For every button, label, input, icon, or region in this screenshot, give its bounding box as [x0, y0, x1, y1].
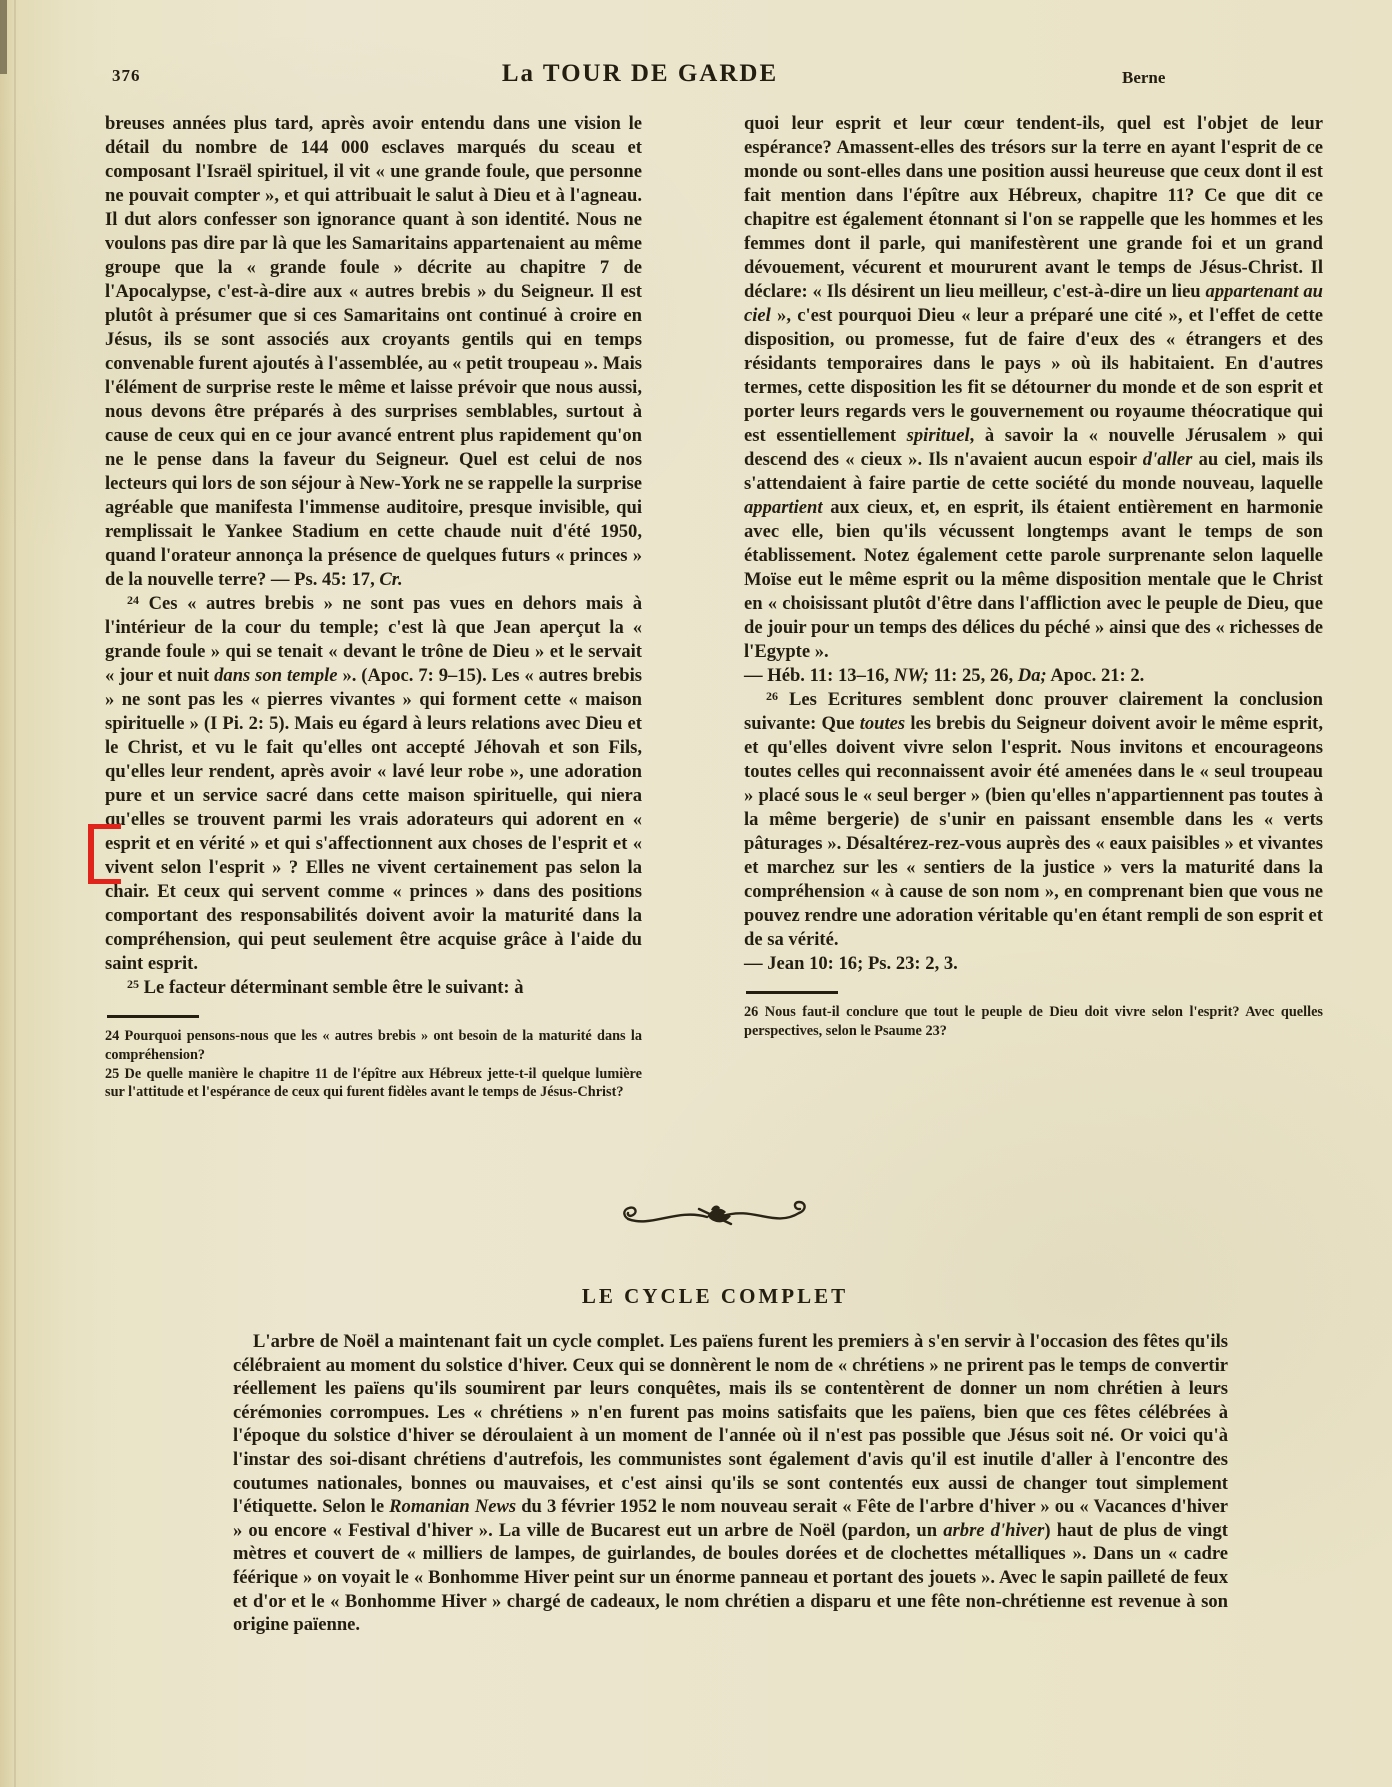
section-title: LE CYCLE COMPLET [581, 1284, 849, 1308]
paragraph-26: $^{26}$ Les Ecritures semblent donc prouver clairement la conclusion suivante: Que toutes les brebis du Seigneur doivent avoir le même esprit, et qu'elles doivent vivre selon l'esprit. Nous invitons et encourageons toutes celles qui reconnaissent avoir été amenées dans le « seul troupeau » placé sous le « seul berger » (bien qu'elles n'appartiennent pas toutes à la même bergerie) de s'unir en paissant ensemble dans les « verts pâturages ». Désaltérez-rez-vous auprès des « eaux paisibles » et vivantes et marchez sur les « sentiers de la justice » vers la maturité dans la compréhension « à cause de son nom », en comprenant bien que vous ne pouvez rendre une adoration véritable qu'en étant rempli de son esprit et de sa vérité. [744, 689, 1323, 950]
page-title: La TOUR DE GARDE [501, 60, 779, 87]
scripture-reference-1: — Héb. 11: 13–16, NW; 11: 25, 26, Da; Apoc. 21: 2. [744, 665, 1145, 686]
paragraph-24: $^{24}$ Ces « autres brebis » ne sont pas vues en dehors mais à l'intérieur de la cour du temple; c'est là que Jean aperçut la « grande foule » qui se tenait « devant le trône de Dieu » et le servait « jour et nuit dans son temple ». (Apoc. 7: 9–15). Les « autres brebis » ne sont pas les « pierres vivantes » qui forment cette « maison spirituelle » (I Pi. 2: 5). Mais eu égard à leurs relations avec Dieu et le Christ, et vu le fait qu'elles ont accepté Jéhovah et son Fils, qu'elles leur rendent, après avoir « lavé leur robe », une adoration pure et un service sacré dans cette maison spirituelle, qui niera qu'elles se trouvent parmi les vrais adorateurs qui adorent en « esprit et en vérité » et qui s'affectionnent aux choses de l'esprit et « vivent selon l'esprit » ? Elles ne vivent certainement pas selon la chair. Et ceux qui servent comme « princes » dans des positions comportant des responsabilités doivent avoir la maturité dans la compréhension, qui peut seulement être acquise grâce à l'aide du saint esprit. [105, 593, 642, 974]
section-paragraph: L'arbre de Noël a maintenant fait un cycle complet. Les païens furent les premiers à s'en servir à l'occasion des fêtes qu'ils célébraient au moment du solstice d'hiver. Ceux qui se donnèrent le nom de « chrétiens » ne prirent pas le temps de convertir réellement les païens qu'ils soumirent par leurs conquêtes, mais ils se contentèrent de donner un nom chrétien à leurs cérémonies corrompues. Les « chrétiens » n'en furent pas moins satisfaits que les païens, bien que ces fêtes célébrées à l'époque du solstice d'hiver se déroulaient à un moment de l'année où il n'est pas possible que Jésus soit né. Or voici qu'à l'instar des soi-disant chrétiens d'autrefois, les communistes sont également d'avis qu'il est inutile d'aller à l'encontre des coutumes nationales, bonnes ou mauvaises, et c'est ainsi qu'ils se sont contentés eux aussi de changer tout simplement l'étiquette. Selon le Romanian News du 3 février 1952 le nom nouveau serait « Fête de l'arbre d'hiver » ou « Vacances d'hiver » ou encore « Festival d'hiver ». La ville de Bucarest eut un arbre de Noël (pardon, un arbre d'hiver) haut de plus de vingt mètres et couvert de « milliers de lampes, de guirlandes, de boules dorées et de clochettes métalliques ». Dans un « cadre féérique » on voyait le « Bonhomme Hiver peint sur un énorme panneau et portant des jouets ». Avec le sapin pailleté de feux et d'or et le « Bonhomme Hiver » chargé de cadeaux, le nom chrétien a disparu et une fête non-chrétienne est revenue à son origine païenne. [233, 1331, 1229, 1636]
footnote-25: 25 De quelle manière le chapitre 11 de l'épître aux Hébreux jette-t-il quelque lumière sur l'attitude et l'espérance de ceux qui furent fidèles avant le temps de Jésus-Christ? [105, 1065, 642, 1101]
left-column [105, 112, 642, 1102]
scripture-reference-2: — Jean 10: 16; Ps. 23: 2, 3. [744, 953, 958, 974]
edition-label: Berne [1122, 68, 1166, 87]
footnote-rule-right [746, 991, 838, 994]
paragraph-25: $^{25}$ Le facteur déterminant semble être le suivant: à [127, 977, 524, 998]
footnote-rule-left [107, 1015, 199, 1018]
margin-red-bracket-annotation [88, 824, 121, 884]
divider-ornament [615, 1196, 815, 1243]
scan-edge-artifact [0, 0, 7, 74]
paragraph-continuation-right: quoi leur esprit et leur cœur tendent-ils, quel est l'objet de leur espérance? Amassent-elles des trésors sur la terre en ayant l'esprit de ce monde ou sont-elles dans une position aussi heureuse que ceux dont il est fait mention dans l'épître aux Hébreux, chapitre 11? Ce que dit ce chapitre est également étonnant si l'on se rappelle que les hommes et les femmes dont il parle, qui manifestèrent une grande foi et un grand dévouement, vécurent et moururent avant le temps de Jésus-Christ. Il déclare: « Ils désirent un lieu meilleur, c'est-à-dire un lieu appartenant au ciel », c'est pourquoi Dieu « leur a préparé une cité », et l'effet de cette disposition, ou promesse, fut de faire d'eux des « étrangers et des résidants temporaires dans le pays » où ils habitaient. En d'autres termes, cette disposition les fit se détourner du monde et de son esprit et porter leurs regards vers le gouvernement ou royaume théocratique qui est essentiellement spirituel, à savoir la « nouvelle Jérusalem » qui descend des « cieux ». Ils n'avaient aucun espoir d'aller au ciel, mais ils s'attendaient à faire partie de cette société du monde nouveau, laquelle appartient aux cieux, et, en esprit, ils étaient entièrement en harmonie avec elle, bien qu'ils vécussent longtemps avant le temps de son établissement. Notez également cette parole surprenante selon laquelle Moïse eut le même esprit ou la même disposition mentale que le Christ en « choisissant plutôt d'être dans l'affliction avec le peuple de Dieu, que de jouir pour un temps des délices du péché » ainsi que des « richesses de l'Egypte ». [744, 113, 1323, 662]
page-fold-line [14, 0, 16, 1787]
page-number: 376 [112, 66, 141, 85]
flourish-icon [615, 1196, 815, 1238]
footnote-26: 26 Nous faut-il conclure que tout le peuple de Dieu doit vivre selon l'esprit? Avec quelles perspectives, selon le Psaume 23? [744, 1004, 1323, 1039]
paragraph-continuation-left: breuses années plus tard, après avoir entendu dans une vision le détail du nombre de 144 000 esclaves marqués du sceau et composant l'Israël spirituel, il vit « une grande foule, que personne ne pouvait compter », et qui attribuait le salut à Dieu et à l'agneau. Il dut alors confesser son ignorance quant à son identité. Nous ne voulons pas dire par là que les Samaritains appartenaient au même groupe que la « grande foule » décrite au chapitre 7 de l'Apocalypse, c'est-à-dire aux « autres brebis » du Seigneur. Il est plutôt à présumer que si ces Samaritains ont continué à croire en Jésus, ils se sont associés aux croyants gentils qui en temps convenable furent ajoutés à l'assemblée, au « petit troupeau ». Mais l'élément de surprise reste le même et laisse prévoir que nous aussi, nous devons être préparés à des surprises semblables, surtout à cause de ceux qui en ce jour avancé entrent plus rapidement qu'on ne le pense dans la faveur du Seigneur. Quel est celui de nos lecteurs qui lors de son séjour à New-York ne se rappelle la surprise agréable que manifesta l'immense auditoire, presque invisible, qui remplissait le Yankee Stadium en cette chaude nuit d'été 1950, quand l'orateur annonça la présence de quelques futurs « princes » de la nouvelle terre? — Ps. 45: 17, Cr. [105, 113, 642, 590]
footnote-24: 24 Pourquoi pensons-nous que les « autres brebis » ont besoin de la maturité dans la compréhension? [105, 1028, 642, 1063]
right-column [744, 112, 1323, 1041]
